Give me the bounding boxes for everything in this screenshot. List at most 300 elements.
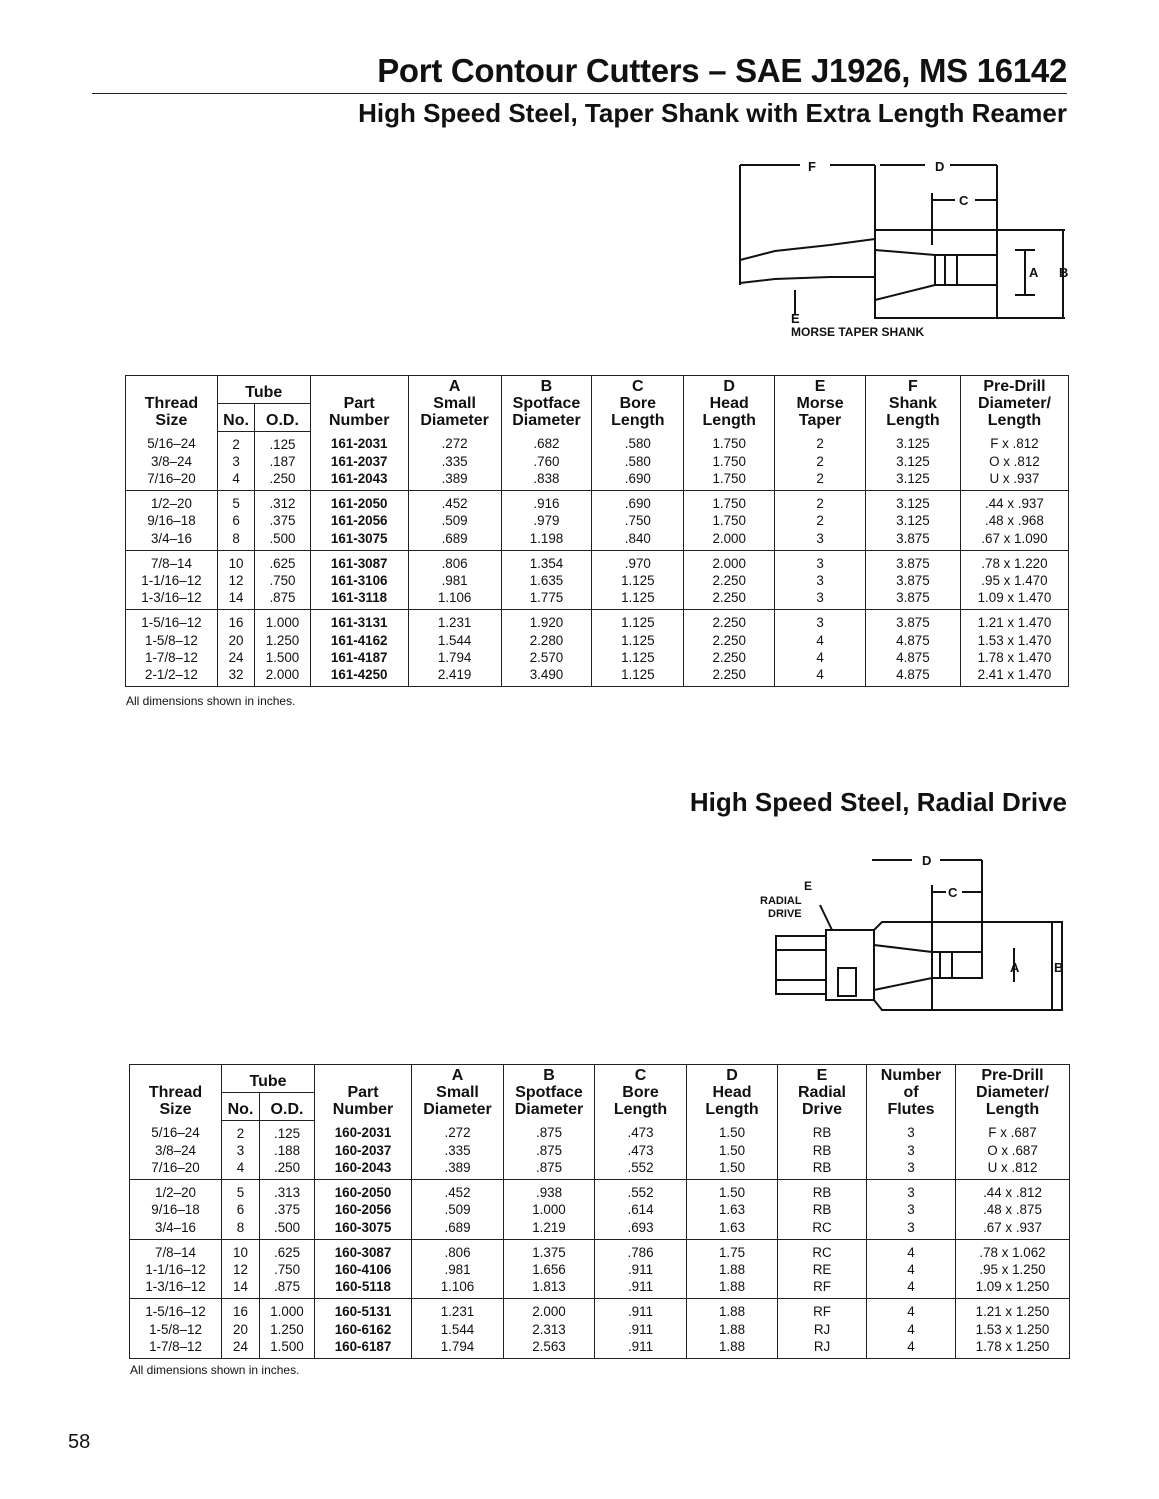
table-row	[130, 1338, 1070, 1359]
tube-number-cell: 3	[217, 453, 254, 470]
col-f-cell: 3.875	[865, 610, 960, 632]
tube-od-cell: .187	[255, 453, 311, 470]
bore-length-header: C Bore Length	[595, 1065, 687, 1121]
radial-drive-spec-table	[129, 1064, 1070, 1359]
tube-number-cell: 16	[222, 1299, 260, 1321]
tube-od-cell: .625	[260, 1239, 315, 1261]
col-f-cell: 4.875	[865, 666, 960, 687]
tube-number-cell: 4	[222, 1159, 260, 1180]
part-number-cell: 161-3075	[310, 530, 408, 551]
thread-size-cell: 2-1/2–12	[126, 666, 218, 687]
part-number-cell: 160-4106	[315, 1261, 412, 1278]
bore-length-cell: .786	[595, 1239, 687, 1261]
bore-length-cell: .580	[592, 453, 684, 470]
table-row	[126, 491, 1069, 513]
bore-length-cell: 1.125	[592, 589, 684, 610]
part-number-cell: 161-3106	[310, 572, 408, 589]
spotface-diameter-cell: 2.000	[504, 1299, 595, 1321]
tube-number-cell: 5	[217, 491, 254, 513]
small-diameter-cell: .981	[412, 1261, 504, 1278]
col-f-cell: 3.125	[865, 512, 960, 529]
part-number-cell: 160-6187	[315, 1338, 412, 1359]
head-length-cell: 2.250	[684, 649, 775, 666]
thread-size-cell: 1-3/16–12	[126, 589, 218, 610]
small-diameter-cell: .335	[412, 1142, 504, 1159]
head-length-cell: 1.50	[687, 1142, 778, 1159]
small-diameter-cell: .272	[408, 431, 501, 453]
spotface-diameter-cell: 2.280	[501, 632, 592, 649]
pre-drill-cell: 2.41 x 1.470	[960, 666, 1068, 687]
head-length-cell: 2.250	[684, 589, 775, 610]
small-diameter-cell: 1.794	[408, 649, 501, 666]
pre-drill-cell: O x .687	[956, 1142, 1070, 1159]
pre-drill-cell: 1.78 x 1.470	[960, 649, 1068, 666]
col-e-cell: 4	[775, 649, 866, 666]
pre-drill-cell: 1.78 x 1.250	[956, 1338, 1070, 1359]
head-length-cell: 1.88	[687, 1278, 778, 1299]
bore-length-cell: 1.125	[592, 610, 684, 632]
table-row	[130, 1261, 1070, 1278]
col-e-cell: 3	[775, 530, 866, 551]
thread-size-header: Thread Size	[130, 1065, 222, 1121]
bore-length-cell: .911	[595, 1321, 687, 1338]
col-e-cell: RE	[778, 1261, 867, 1278]
thread-size-cell: 1-5/8–12	[126, 632, 218, 649]
small-diameter-cell: .272	[412, 1120, 504, 1142]
tube-od-cell: .312	[255, 491, 311, 513]
bore-length-cell: .690	[592, 491, 684, 513]
col-e-cell: 3	[775, 572, 866, 589]
table-row	[130, 1180, 1070, 1202]
thread-size-cell: 5/16–24	[126, 431, 218, 453]
part-number-cell: 161-3131	[310, 610, 408, 632]
col-e-cell: RF	[778, 1299, 867, 1321]
thread-size-cell: 7/8–14	[130, 1239, 222, 1261]
col-f-cell: 3	[867, 1120, 956, 1142]
pre-drill-cell: .67 x .937	[956, 1219, 1070, 1240]
pre-drill-cell: 1.21 x 1.470	[960, 610, 1068, 632]
tube-number-cell: 10	[222, 1239, 260, 1261]
table-row	[130, 1120, 1070, 1142]
small-diameter-cell: 2.419	[408, 666, 501, 687]
section-title-radial-drive: High Speed Steel, Radial Drive	[689, 787, 1067, 817]
tube-number-header: No.	[222, 1092, 260, 1120]
part-number-cell: 160-6162	[315, 1321, 412, 1338]
tube-number-cell: 3	[222, 1142, 260, 1159]
table-row	[130, 1321, 1070, 1338]
head-length-cell: 1.63	[687, 1201, 778, 1218]
pre-drill-cell: .48 x .875	[956, 1201, 1070, 1218]
dimension-d-label: D	[922, 853, 932, 868]
small-diameter-cell: .389	[412, 1159, 504, 1180]
bore-length-header: C Bore Length	[592, 376, 684, 432]
thread-size-cell: 3/8–24	[126, 453, 218, 470]
thread-size-cell: 1-5/16–12	[130, 1299, 222, 1321]
spotface-diameter-header: B Spotface Diameter	[501, 376, 592, 432]
table-row	[126, 431, 1069, 453]
part-number-cell: 160-2031	[315, 1120, 412, 1142]
head-length-cell: 1.75	[687, 1239, 778, 1261]
col-f-cell: 3.125	[865, 453, 960, 470]
col-f-cell: 4.875	[865, 649, 960, 666]
dimension-a-label: A	[1010, 960, 1020, 975]
thread-size-cell: 1-1/16–12	[130, 1261, 222, 1278]
col-f-cell: 4	[867, 1299, 956, 1321]
col-f-cell: 3.125	[865, 431, 960, 453]
bore-length-cell: .473	[595, 1142, 687, 1159]
head-length-cell: 1.88	[687, 1321, 778, 1338]
radial-caption-line1: RADIAL	[760, 895, 802, 907]
thread-size-cell: 1-7/8–12	[130, 1338, 222, 1359]
bore-length-cell: .911	[595, 1261, 687, 1278]
thread-size-cell: 1-5/16–12	[126, 610, 218, 632]
dimension-e-label: E	[804, 879, 813, 893]
head-length-cell: 1.750	[684, 491, 775, 513]
table-row	[130, 1239, 1070, 1261]
radial-drive-table-body	[130, 1120, 1070, 1358]
table-row	[126, 550, 1069, 572]
pre-drill-cell: .95 x 1.250	[956, 1261, 1070, 1278]
spotface-diameter-cell: 3.490	[501, 666, 592, 687]
col-e-cell: RF	[778, 1278, 867, 1299]
tube-number-cell: 24	[217, 649, 254, 666]
thread-size-cell: 7/16–20	[126, 470, 218, 491]
head-length-cell: 1.88	[687, 1338, 778, 1359]
pre-drill-cell: F x .812	[960, 431, 1068, 453]
head-length-cell: 1.750	[684, 453, 775, 470]
title-divider	[92, 93, 1067, 94]
pre-drill-cell: 1.09 x 1.470	[960, 589, 1068, 610]
thread-size-cell: 1-5/8–12	[130, 1321, 222, 1338]
dimension-c-label: C	[948, 885, 958, 900]
tube-od-cell: 1.250	[255, 632, 311, 649]
spotface-diameter-cell: 1.219	[504, 1219, 595, 1240]
spotface-diameter-cell: .875	[504, 1120, 595, 1142]
pre-drill-cell: 1.21 x 1.250	[956, 1299, 1070, 1321]
tube-number-cell: 6	[222, 1201, 260, 1218]
tube-number-cell: 2	[217, 431, 254, 453]
table-row	[130, 1159, 1070, 1180]
part-number-cell: 161-4187	[310, 649, 408, 666]
head-length-cell: 1.50	[687, 1159, 778, 1180]
small-diameter-header: A Small Diameter	[408, 376, 501, 432]
tube-number-cell: 20	[217, 632, 254, 649]
dimension-b-label: B	[1059, 265, 1069, 280]
col-f-cell: 3.875	[865, 530, 960, 551]
spotface-diameter-cell: 1.000	[504, 1201, 595, 1218]
tube-number-cell: 10	[217, 550, 254, 572]
spotface-diameter-cell: 2.563	[504, 1338, 595, 1359]
pre-drill-cell: 1.53 x 1.470	[960, 632, 1068, 649]
col-e-cell: RC	[778, 1219, 867, 1240]
tube-number-cell: 8	[222, 1219, 260, 1240]
small-diameter-cell: 1.544	[408, 632, 501, 649]
thread-size-cell: 7/16–20	[130, 1159, 222, 1180]
tube-number-cell: 12	[217, 572, 254, 589]
part-number-cell: 160-5118	[315, 1278, 412, 1299]
tube-od-header: O.D.	[260, 1092, 315, 1120]
table-row	[130, 1142, 1070, 1159]
pre-drill-cell: .78 x 1.220	[960, 550, 1068, 572]
col-e-cell: RB	[778, 1159, 867, 1180]
small-diameter-cell: 1.544	[412, 1321, 504, 1338]
table-row	[130, 1219, 1070, 1240]
col-f-cell: 4	[867, 1261, 956, 1278]
small-diameter-cell: 1.231	[412, 1299, 504, 1321]
tube-header: Tube	[222, 1065, 315, 1093]
thread-size-cell: 1-3/16–12	[130, 1278, 222, 1299]
pre-drill-cell: .67 x 1.090	[960, 530, 1068, 551]
col-f-cell: 3	[867, 1142, 956, 1159]
pre-drill-cell: 1.09 x 1.250	[956, 1278, 1070, 1299]
table-row	[126, 589, 1069, 610]
pre-drill-cell: F x .687	[956, 1120, 1070, 1142]
col-e-cell: 2	[775, 431, 866, 453]
small-diameter-cell: 1.106	[408, 589, 501, 610]
bore-length-cell: .911	[595, 1338, 687, 1359]
small-diameter-cell: .806	[412, 1239, 504, 1261]
part-number-cell: 161-4250	[310, 666, 408, 687]
small-diameter-cell: .452	[408, 491, 501, 513]
dimension-e-label: E	[791, 311, 800, 326]
col-e-cell: 2	[775, 491, 866, 513]
table-row	[126, 632, 1069, 649]
pre-drill-header: Pre-Drill Diameter/ Length	[960, 376, 1068, 432]
col-f-cell: 3	[867, 1180, 956, 1202]
part-number-cell: 160-2043	[315, 1159, 412, 1180]
taper-shank-spec-table	[125, 375, 1069, 687]
tube-od-cell: .375	[260, 1201, 315, 1218]
spotface-diameter-cell: 1.656	[504, 1261, 595, 1278]
col-e-cell: 3	[775, 589, 866, 610]
pre-drill-cell: U x .937	[960, 470, 1068, 491]
tube-od-cell: .500	[255, 530, 311, 551]
col-f-cell: 4	[867, 1239, 956, 1261]
col-e-cell: 3	[775, 550, 866, 572]
col-e-cell: RC	[778, 1239, 867, 1261]
small-diameter-cell: .335	[408, 453, 501, 470]
col-f-cell: 3.875	[865, 572, 960, 589]
table-row	[126, 649, 1069, 666]
table-row	[126, 572, 1069, 589]
bore-length-cell: 1.125	[592, 632, 684, 649]
head-length-cell: 2.250	[684, 666, 775, 687]
table-row	[126, 610, 1069, 632]
tube-od-cell: .875	[260, 1278, 315, 1299]
bore-length-cell: .911	[595, 1278, 687, 1299]
thread-size-cell: 3/4–16	[130, 1219, 222, 1240]
spotface-diameter-cell: .682	[501, 431, 592, 453]
bore-length-cell: .840	[592, 530, 684, 551]
thread-size-cell: 5/16–24	[130, 1120, 222, 1142]
part-number-cell: 161-2043	[310, 470, 408, 491]
spotface-diameter-cell: 1.813	[504, 1278, 595, 1299]
spotface-diameter-cell: .916	[501, 491, 592, 513]
head-length-cell: 2.250	[684, 572, 775, 589]
tube-od-cell: .875	[255, 589, 311, 610]
small-diameter-cell: .389	[408, 470, 501, 491]
spotface-diameter-cell: 1.375	[504, 1239, 595, 1261]
thread-size-cell: 1/2–20	[126, 491, 218, 513]
tube-number-cell: 12	[222, 1261, 260, 1278]
col-e-cell: 4	[775, 632, 866, 649]
pre-drill-cell: .44 x .937	[960, 491, 1068, 513]
tube-number-header: No.	[217, 403, 254, 431]
dimension-b-label: B	[1054, 960, 1064, 975]
bore-length-cell: .750	[592, 512, 684, 529]
head-length-cell: 2.000	[684, 530, 775, 551]
part-number-header: Part Number	[310, 376, 408, 432]
thread-size-cell: 3/4–16	[126, 530, 218, 551]
col-e-cell: RB	[778, 1201, 867, 1218]
spotface-diameter-cell: 1.198	[501, 530, 592, 551]
part-number-cell: 161-3087	[310, 550, 408, 572]
part-number-cell: 161-4162	[310, 632, 408, 649]
spotface-diameter-cell: .875	[504, 1159, 595, 1180]
radial-drive-header: E Radial Drive	[778, 1065, 867, 1121]
taper-shank-table-body	[126, 431, 1069, 687]
page-number: 58	[68, 1431, 91, 1453]
pre-drill-cell: .44 x .812	[956, 1180, 1070, 1202]
spotface-diameter-cell: 2.570	[501, 649, 592, 666]
tube-number-cell: 20	[222, 1321, 260, 1338]
tube-od-cell: .750	[260, 1261, 315, 1278]
tube-number-cell: 4	[217, 470, 254, 491]
small-diameter-cell: .509	[412, 1201, 504, 1218]
spotface-diameter-cell: 1.920	[501, 610, 592, 632]
col-e-cell: 3	[775, 610, 866, 632]
thread-size-cell: 1-7/8–12	[126, 649, 218, 666]
table-row	[126, 453, 1069, 470]
head-length-cell: 1.50	[687, 1180, 778, 1202]
head-length-cell: 1.50	[687, 1120, 778, 1142]
tube-number-cell: 16	[217, 610, 254, 632]
tube-od-cell: .375	[255, 512, 311, 529]
thread-size-cell: 9/16–18	[130, 1201, 222, 1218]
head-length-cell: 1.750	[684, 512, 775, 529]
thread-size-cell: 1/2–20	[130, 1180, 222, 1202]
tube-od-cell: 1.500	[260, 1338, 315, 1359]
table-row	[126, 666, 1069, 687]
head-length-cell: 1.88	[687, 1299, 778, 1321]
small-diameter-cell: .509	[408, 512, 501, 529]
head-length-cell: 1.63	[687, 1219, 778, 1240]
bore-length-cell: 1.125	[592, 666, 684, 687]
spotface-diameter-cell: .979	[501, 512, 592, 529]
col-e-cell: RJ	[778, 1338, 867, 1359]
small-diameter-cell: 1.106	[412, 1278, 504, 1299]
tube-od-cell: .188	[260, 1142, 315, 1159]
spotface-diameter-cell: .938	[504, 1180, 595, 1202]
radial-drive-cutter-diagram	[752, 850, 1072, 1020]
bore-length-cell: .580	[592, 431, 684, 453]
tube-od-cell: .750	[255, 572, 311, 589]
small-diameter-cell: 1.794	[412, 1338, 504, 1359]
dimension-c-label: C	[959, 193, 969, 208]
tube-od-cell: .250	[260, 1159, 315, 1180]
col-f-cell: 3.125	[865, 470, 960, 491]
col-f-cell: 3.875	[865, 589, 960, 610]
tube-od-cell: .313	[260, 1180, 315, 1202]
section-title-taper-shank: High Speed Steel, Taper Shank with Extra Length Reamer	[358, 98, 1067, 128]
col-e-cell: RB	[778, 1180, 867, 1202]
table-row	[130, 1299, 1070, 1321]
pre-drill-cell: .95 x 1.470	[960, 572, 1068, 589]
page-title: Port Contour Cutters – SAE J1926, MS 16142	[377, 52, 1067, 89]
tube-od-cell: .125	[260, 1120, 315, 1142]
pre-drill-header: Pre-Drill Diameter/ Length	[956, 1065, 1070, 1121]
part-number-cell: 161-2037	[310, 453, 408, 470]
col-f-cell: 4	[867, 1278, 956, 1299]
number-of-flutes-header: Number of Flutes	[867, 1065, 956, 1121]
col-f-cell: 3.875	[865, 550, 960, 572]
dimension-d-label: D	[935, 159, 945, 174]
part-number-cell: 161-2031	[310, 431, 408, 453]
bore-length-cell: .614	[595, 1201, 687, 1218]
bore-length-cell: 1.125	[592, 572, 684, 589]
thread-size-cell: 3/8–24	[130, 1142, 222, 1159]
part-number-cell: 161-2056	[310, 512, 408, 529]
tube-od-cell: 1.000	[255, 610, 311, 632]
head-length-cell: 2.000	[684, 550, 775, 572]
small-diameter-cell: .689	[412, 1219, 504, 1240]
morse-taper-caption: MORSE TAPER SHANK	[791, 325, 925, 339]
spotface-diameter-cell: 1.354	[501, 550, 592, 572]
thread-size-cell: 7/8–14	[126, 550, 218, 572]
head-length-cell: 1.750	[684, 431, 775, 453]
spotface-diameter-cell: 1.775	[501, 589, 592, 610]
tube-od-cell: 1.500	[255, 649, 311, 666]
spotface-diameter-cell: 1.635	[501, 572, 592, 589]
table-row	[126, 530, 1069, 551]
pre-drill-cell: O x .812	[960, 453, 1068, 470]
tube-od-header: O.D.	[255, 403, 311, 431]
col-e-cell: 2	[775, 453, 866, 470]
morse-taper-header: E Morse Taper	[775, 376, 866, 432]
head-length-cell: 1.88	[687, 1261, 778, 1278]
tube-number-cell: 14	[222, 1278, 260, 1299]
part-number-cell: 161-3118	[310, 589, 408, 610]
part-number-cell: 161-2050	[310, 491, 408, 513]
part-number-cell: 160-5131	[315, 1299, 412, 1321]
tube-number-cell: 5	[222, 1180, 260, 1202]
taper-shank-cutter-diagram	[735, 155, 1075, 345]
bore-length-cell: .693	[595, 1219, 687, 1240]
col-e-cell: 2	[775, 470, 866, 491]
bore-length-cell: .552	[595, 1180, 687, 1202]
col-f-cell: 4	[867, 1321, 956, 1338]
tube-number-cell: 6	[217, 512, 254, 529]
col-f-cell: 3	[867, 1219, 956, 1240]
dimensions-note: All dimensions shown in inches.	[130, 1363, 300, 1377]
bore-length-cell: .552	[595, 1159, 687, 1180]
col-e-cell: RB	[778, 1142, 867, 1159]
table-row	[130, 1278, 1070, 1299]
spotface-diameter-cell: .875	[504, 1142, 595, 1159]
head-length-cell: 2.250	[684, 610, 775, 632]
small-diameter-cell: .689	[408, 530, 501, 551]
dimension-a-label: A	[1029, 265, 1039, 280]
col-f-cell: 4.875	[865, 632, 960, 649]
col-e-cell: 4	[775, 666, 866, 687]
small-diameter-header: A Small Diameter	[412, 1065, 504, 1121]
tube-od-cell: .125	[255, 431, 311, 453]
pre-drill-cell: .48 x .968	[960, 512, 1068, 529]
spotface-diameter-cell: 2.313	[504, 1321, 595, 1338]
tube-number-cell: 8	[217, 530, 254, 551]
col-e-cell: RJ	[778, 1321, 867, 1338]
tube-od-cell: 2.000	[255, 666, 311, 687]
